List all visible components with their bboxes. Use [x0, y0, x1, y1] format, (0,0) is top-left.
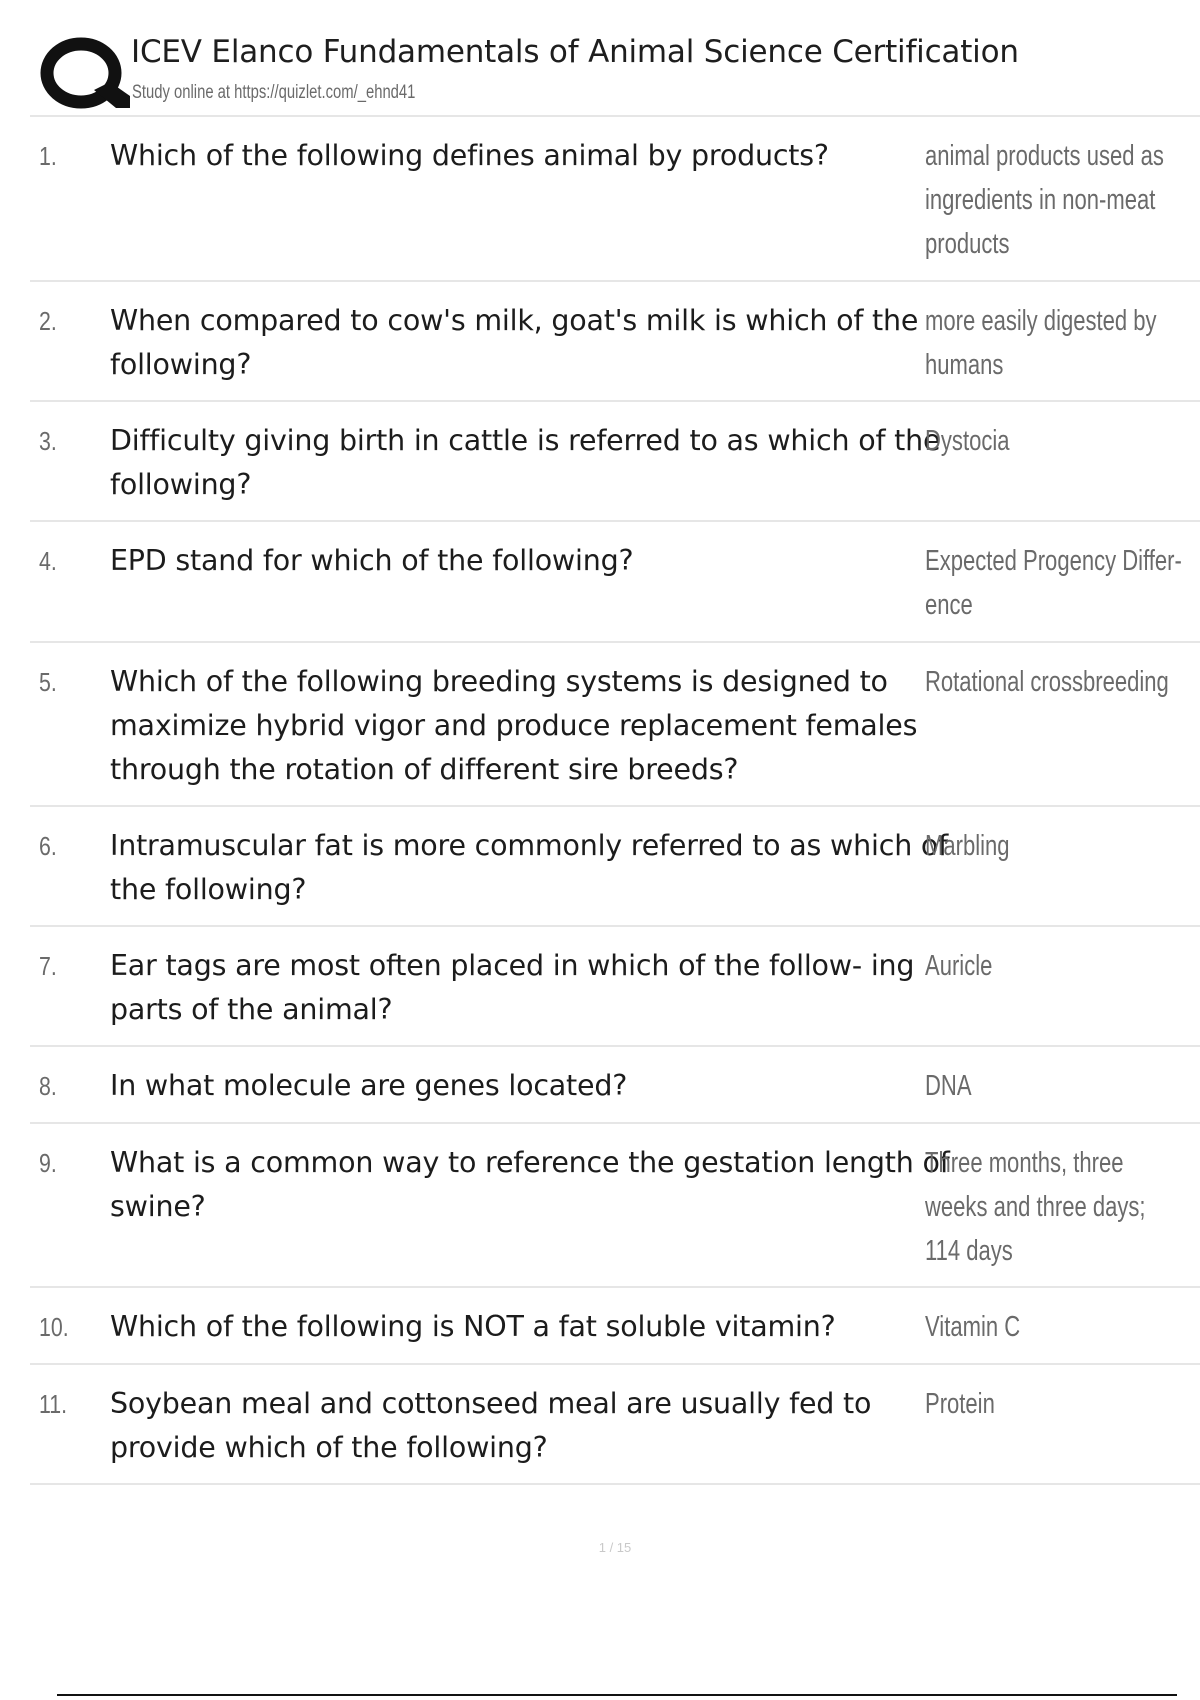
- flashcard-row: [30, 927, 1200, 1047]
- flashcard-row: [30, 643, 1200, 807]
- card-answer: Auricle: [925, 950, 993, 982]
- flashcard-list: [30, 117, 1200, 1485]
- card-question: Ear tags are most often placed in which of the follow- ing parts of the animal?: [110, 949, 915, 1026]
- card-answer: Expected Progency Differ- ence: [925, 545, 1182, 621]
- card-number: 11.: [39, 1389, 68, 1419]
- document-header: [30, 28, 1200, 116]
- card-number: 3.: [39, 426, 57, 456]
- card-answer: DNA: [925, 1070, 972, 1102]
- document-title: ICEV Elanco Fundamentals of Animal Science Certification: [131, 34, 1019, 70]
- card-number: 10.: [39, 1312, 69, 1342]
- card-question: Which of the following breeding systems is designed to maximize hybrid vigor and produce replacement females through the rotation of different sire breeds?: [110, 665, 918, 786]
- flashcard-row: [30, 402, 1200, 522]
- card-question: Soybean meal and cottonseed meal are usually fed to provide which of the following?: [110, 1387, 872, 1464]
- study-online-link[interactable]: Study online at https://quizlet.com/_ehnd41: [132, 82, 416, 103]
- card-answer: Vitamin C: [925, 1311, 1021, 1343]
- card-answer: more easily digested by humans: [925, 305, 1157, 381]
- card-question: EPD stand for which of the following?: [110, 544, 634, 577]
- card-answer: animal products used as ingredients in non-meat products: [925, 140, 1164, 260]
- flashcard-row: [30, 282, 1200, 402]
- card-question: What is a common way to reference the gestation length of swine?: [110, 1146, 950, 1223]
- card-number: 7.: [39, 951, 57, 981]
- card-question: In what molecule are genes located?: [110, 1069, 628, 1102]
- card-number: 6.: [39, 831, 57, 861]
- card-number: 2.: [39, 306, 57, 336]
- card-number: 5.: [39, 667, 57, 697]
- card-number: 1.: [39, 141, 57, 171]
- card-answer: Three months, three weeks and three days; 114 days: [925, 1147, 1146, 1267]
- flashcard-row: [30, 1365, 1200, 1485]
- card-number: 9.: [39, 1148, 57, 1178]
- card-number: 8.: [39, 1071, 57, 1101]
- card-question: Difficulty giving birth in cattle is referred to as which of the following?: [110, 424, 941, 501]
- card-question: Intramuscular fat is more commonly referred to as which of the following?: [110, 829, 948, 906]
- card-question: Which of the following defines animal by products?: [110, 139, 829, 172]
- flashcard-row: [30, 1288, 1200, 1365]
- card-number: 4.: [39, 546, 57, 576]
- bottom-divider: [57, 1694, 1177, 1696]
- card-answer: Protein: [925, 1388, 995, 1420]
- card-answer: Marbling: [925, 830, 1010, 862]
- card-answer: Rotational crossbreeding: [925, 666, 1169, 698]
- flashcard-row: [30, 807, 1200, 927]
- page-number: 1 / 15: [598, 1540, 632, 1555]
- card-answer: Dystocia: [925, 425, 1010, 457]
- flashcard-row: [30, 522, 1200, 643]
- flashcard-row: [30, 1124, 1200, 1288]
- flashcard-row: [30, 117, 1200, 282]
- flashcard-row: [30, 1047, 1200, 1124]
- quizlet-q-logo-icon: [32, 32, 142, 116]
- card-question: When compared to cow's milk, goat's milk is which of the following?: [110, 304, 919, 381]
- card-question: Which of the following is NOT a fat soluble vitamin?: [110, 1310, 836, 1343]
